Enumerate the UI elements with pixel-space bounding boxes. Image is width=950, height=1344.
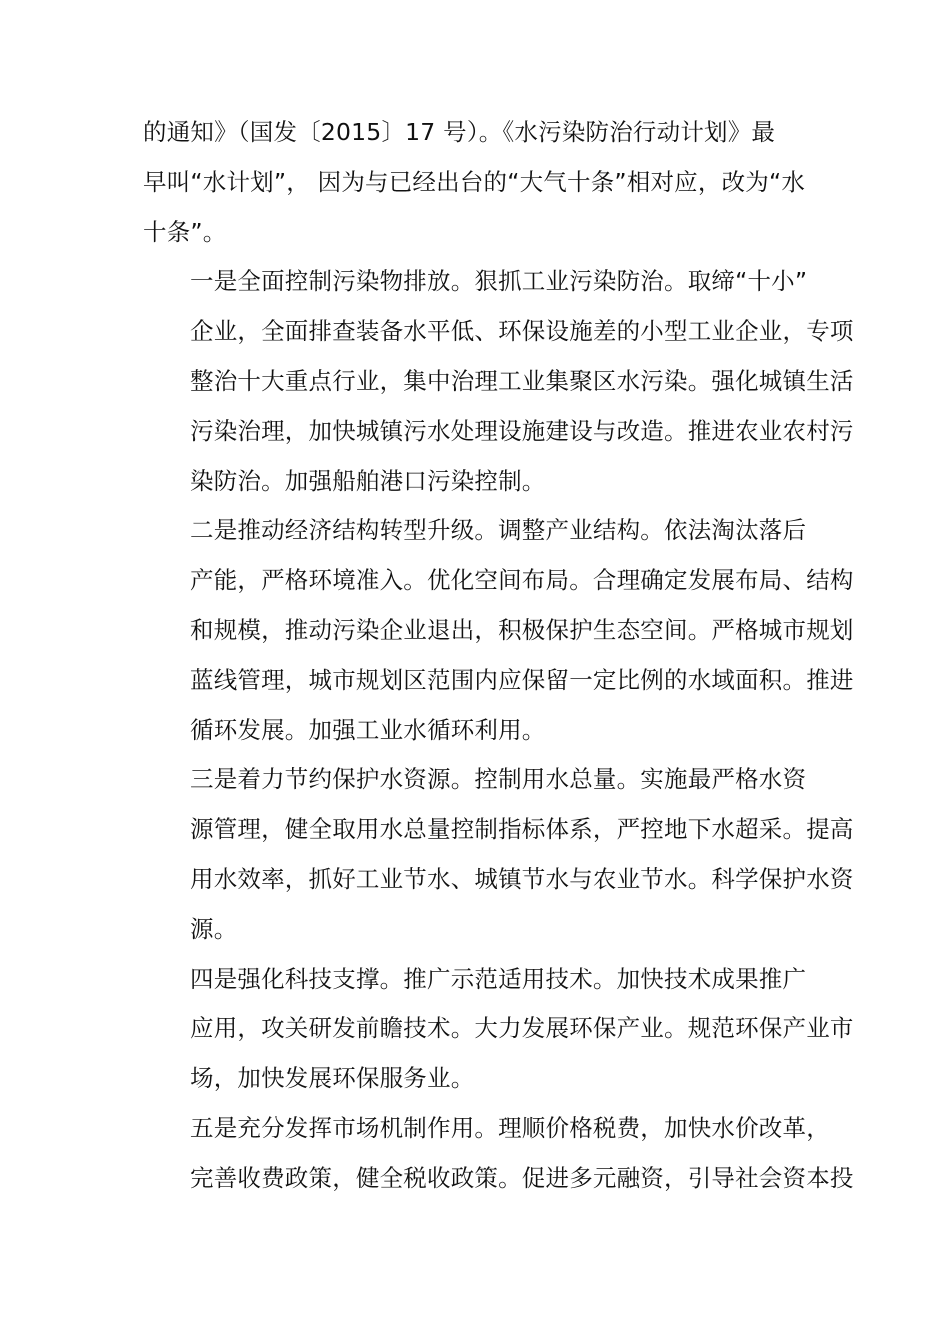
text-line: 用水效率，抓好工业节水、城镇节水与农业节水。科学保护水资: [190, 864, 854, 893]
text-line: 五是充分发挥市场机制作用。理顺价格税费，加快水价改革，: [190, 1113, 830, 1142]
text-line: 四是强化科技支撑。推广示范适用技术。加快技术成果推广: [190, 964, 807, 993]
text-line: 和规模，推动污染企业退出，积极保护生态空间。严格城市规划: [190, 615, 854, 644]
text-line: 循环发展。加强工业水循环利用。: [190, 715, 546, 744]
text-line: 的通知》（国发〔2015〕17 号）。《水污染防治行动计划》最: [143, 118, 776, 146]
text-line: 完善收费政策，健全税收政策。促进多元融资，引导社会资本投: [190, 1163, 854, 1192]
document-body: [143, 108, 854, 1204]
text-line: 源管理，健全取用水总量控制指标体系，严控地下水超采。提高: [190, 815, 854, 844]
paragraph-water-conservation: [143, 755, 854, 954]
text-line: 十条”。: [143, 217, 227, 246]
text-line: 产能，严格环境准入。优化空间布局。合理确定发展布局、结构: [190, 566, 854, 595]
text-line: 应用，攻关研发前瞻技术。大力发展环保产业。规范环保产业市: [190, 1014, 854, 1043]
text-line: 早叫“水计划”， 因为与已经出台的“大气十条”相对应，改为“水: [143, 167, 806, 196]
text-line: 蓝线管理，城市规划区范围内应保留一定比例的水域面积。推进: [190, 665, 854, 694]
text-line: 企业，全面排查装备水平低、环保设施差的小型工业企业，专项: [190, 317, 854, 346]
text-line: 染防治。加强船舶港口污染控制。: [190, 466, 546, 495]
text-line: 二是推动经济结构转型升级。调整产业结构。依法淘汰落后: [190, 516, 807, 545]
paragraph-market-mechanism: [143, 1104, 854, 1204]
paragraph-economic-transformation: [143, 506, 854, 755]
paragraph-intro: [143, 108, 811, 257]
paragraph-technology-support: [143, 955, 854, 1104]
text-line: 一是全面控制污染物排放。狠抓工业污染防治。取缔“十小”: [190, 267, 808, 296]
text-line: 整治十大重点行业，集中治理工业集聚区水污染。强化城镇生活: [190, 366, 854, 395]
text-line: 场，加快发展环保服务业。: [190, 1064, 475, 1093]
text-line: 源。: [190, 914, 238, 943]
paragraph-pollution-control: [143, 257, 854, 506]
text-line: 污染治理，加快城镇污水处理设施建设与改造。推进农业农村污: [190, 416, 854, 445]
text-line: 三是着力节约保护水资源。控制用水总量。实施最严格水资: [190, 765, 807, 794]
